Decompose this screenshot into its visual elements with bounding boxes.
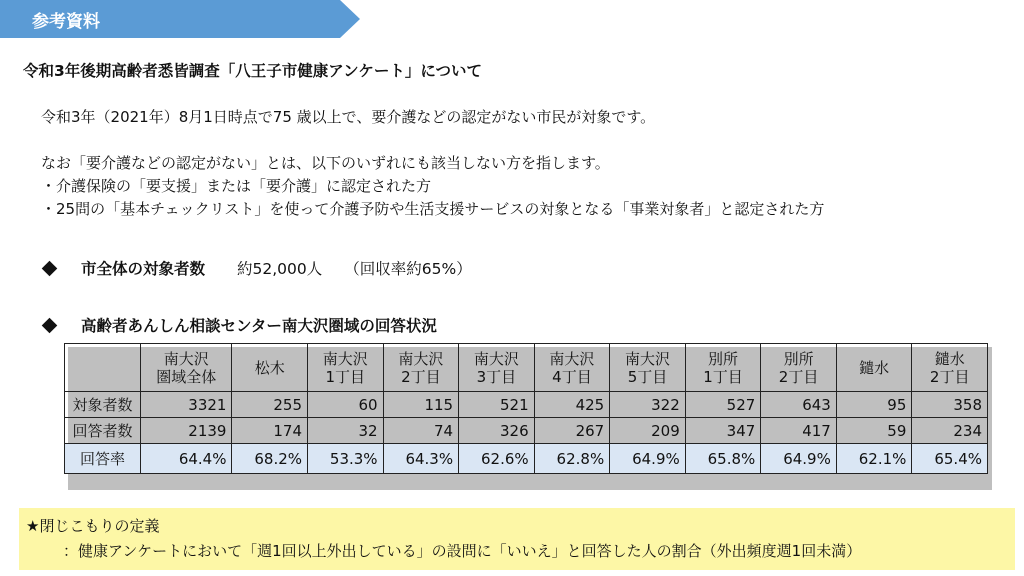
table-cell: 322 [610,392,686,418]
table-cell: 267 [534,418,610,444]
table-cell: 64.4% [141,444,232,474]
row-label: 対象者数 [65,392,141,418]
column-header [459,344,535,392]
column-header-line1: 別所 [708,349,739,368]
stat-heading [41,257,472,279]
table-cell: 64.9% [610,444,686,474]
column-header [383,344,459,392]
column-header-line1: 別所 [783,349,814,368]
column-header-line1: 南大沢 [624,349,670,368]
target-description: 令和3年（2021年）8月1日時点で75 歳以上で、要介護などの認定がない市民が対象です。 [41,108,656,126]
column-header-line1: 南大沢 [398,349,444,368]
table-cell: 234 [912,418,988,444]
table-cell: 62.8% [534,444,610,474]
table-cell: 62.6% [459,444,535,474]
table-cell: 3321 [141,392,232,418]
column-header-line2: 1丁目 [325,367,366,386]
table-cell: 95 [836,392,912,418]
table-cell: 65.4% [912,444,988,474]
table-cell: 209 [610,418,686,444]
diamond-bullet-icon [42,317,58,333]
definition-title: ★閉じこもりの定義 [26,517,160,535]
definition-text: ：健康アンケートにおいて「週1回以上外出している」の設問に「いいえ」と回答した人の割合（外出頻度週1回未満） [63,542,862,560]
table-cell: 53.3% [308,444,384,474]
column-header [141,344,232,392]
table-cell: 358 [912,392,988,418]
column-header [534,344,610,392]
column-header-line1: 鑓水 [934,349,965,368]
table-cell: 527 [685,392,761,418]
column-header-line2: 5丁目 [627,367,668,386]
note-item-2: ・25問の「基本チェックリスト」を使って介護予防や生活支援サービスの対象となる「事業対象者」と認定された方 [41,200,825,218]
column-header-line2: 2丁目 [401,367,441,386]
table-cell: 417 [761,418,837,444]
column-header-line1: 鑓水 [859,358,890,377]
column-header-line2: 1丁目 [703,367,743,386]
stat-note: （回収率約65%） [344,260,472,278]
table-cell: 521 [459,392,535,418]
column-header-line2: 4丁目 [552,367,592,386]
column-header [232,344,308,392]
column-header [912,344,988,392]
column-header [685,344,761,392]
row-label: 回答者数 [65,418,141,444]
table-corner-cell [65,344,141,392]
table-cell: 64.9% [761,444,837,474]
table-heading-label: 高齢者あんしん相談センター南大沢圏域の回答状況 [81,317,437,335]
definition-box [19,508,1015,570]
column-header [761,344,837,392]
table-cell: 2139 [141,418,232,444]
column-header-line2: 圏域全体 [156,367,217,386]
table-cell: 425 [534,392,610,418]
table-cell: 643 [761,392,837,418]
response-table [64,343,988,474]
column-header-line1: 南大沢 [163,349,209,368]
table-cell: 326 [459,418,535,444]
table-cell: 255 [232,392,308,418]
table-cell: 32 [308,418,384,444]
table-row [65,418,988,444]
column-header-line1: 松木 [254,358,285,377]
column-header-line2: 2丁目 [778,367,819,386]
column-header-line1: 南大沢 [549,349,595,368]
stat-label: 市全体の対象者数 [81,260,206,278]
note-item-1: ・介護保険の「要支援」または「要介護」に認定された方 [41,177,432,195]
diamond-bullet-icon [42,260,58,276]
table-cell: 64.3% [383,444,459,474]
table-cell: 60 [308,392,384,418]
row-label: 回答率 [65,444,141,474]
table-cell: 62.1% [836,444,912,474]
table-row [65,444,988,474]
stat-value: 約52,000人 [237,260,323,278]
table-cell: 68.2% [232,444,308,474]
column-header [610,344,686,392]
column-header-line2: 2丁目 [929,367,970,386]
table-cell: 174 [232,418,308,444]
table-cell: 59 [836,418,912,444]
note-intro: なお「要介護などの認定がない」とは、以下のいずれにも該当しない方を指します。 [41,154,610,172]
table-header-row [65,344,988,392]
column-header-line1: 南大沢 [473,349,519,368]
table-cell: 74 [383,418,459,444]
table-cell: 65.8% [685,444,761,474]
column-header-line1: 南大沢 [322,349,368,368]
document-title: 令和3年後期高齢者悉皆調査「八王子市健康アンケート」について [23,62,483,80]
table-row [65,392,988,418]
table-cell: 347 [685,418,761,444]
section-banner-label: 参考資料 [32,12,100,32]
table-heading [41,314,437,336]
column-header [836,344,912,392]
table-cell: 115 [383,392,459,418]
column-header-line2: 3丁目 [476,367,517,386]
column-header [308,344,384,392]
